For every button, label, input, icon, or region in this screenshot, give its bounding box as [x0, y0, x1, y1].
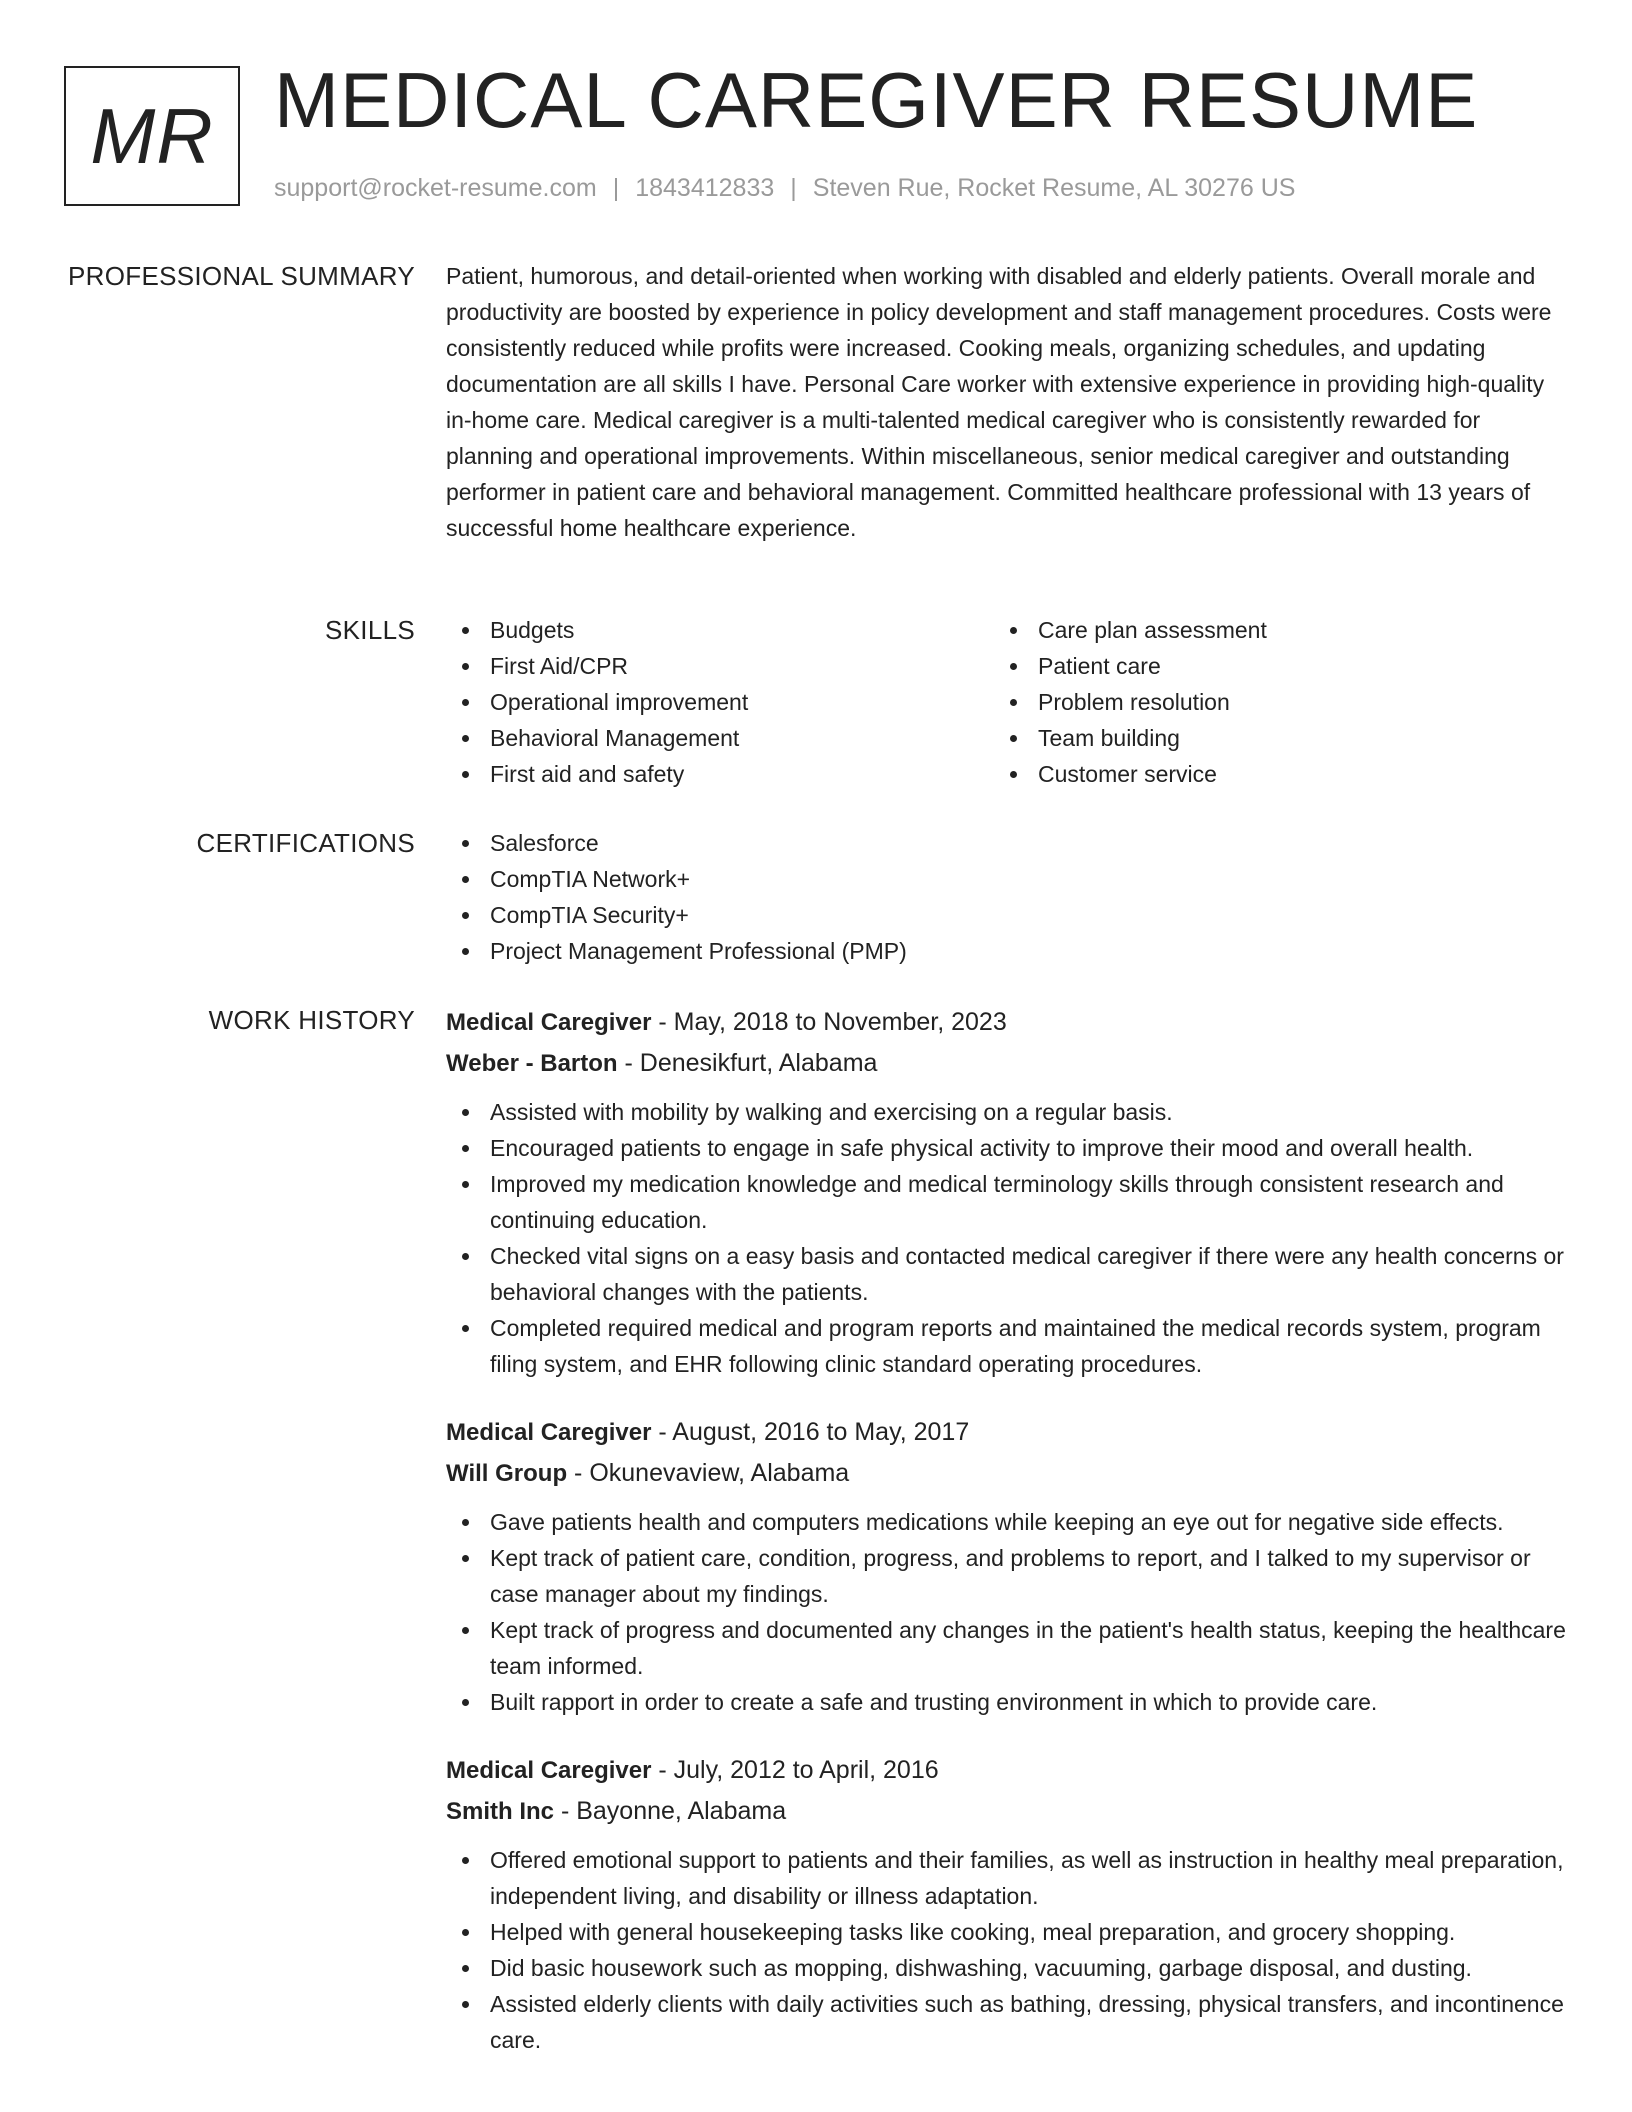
certifications-list — [446, 825, 1566, 969]
certification-item: Salesforce — [446, 825, 1566, 861]
job-company-line — [446, 1043, 1566, 1084]
skill-item: Behavioral Management — [446, 720, 994, 756]
job-duty-item: Built rapport in order to create a safe and trusting environment in which to provide care. — [446, 1684, 1566, 1720]
job-company-line — [446, 1791, 1566, 1832]
job-entry — [446, 1750, 1566, 2058]
job-company: Will Group — [446, 1460, 568, 1487]
job-duty-item: Improved my medication knowledge and medical terminology skills through consistent research and continuing education. — [446, 1166, 1566, 1238]
job-duties — [446, 1094, 1566, 1382]
job-duty-item: Encouraged patients to engage in safe physical activity to improve their mood and overall health. — [446, 1130, 1566, 1166]
skill-item: Team building — [994, 720, 1542, 756]
summary-body — [446, 258, 1566, 546]
contact-separator: | — [612, 174, 620, 202]
job-title: Medical Caregiver — [446, 1009, 652, 1036]
skill-item: First Aid/CPR — [446, 648, 994, 684]
job-duty-item: Assisted with mobility by walking and exercising on a regular basis. — [446, 1094, 1566, 1130]
certifications-body — [446, 825, 1566, 969]
job-duty-item: Checked vital signs on a easy basis and contacted medical caregiver if there were any health concerns or behavioral changes with the patients. — [446, 1238, 1566, 1310]
job-duty-item: Completed required medical and program reports and maintained the medical records system, program filing system, and EHR following clinic standard operating procedures. — [446, 1310, 1566, 1382]
certifications-label: CERTIFICATIONS — [196, 828, 415, 858]
job-duties — [446, 1842, 1566, 2058]
skill-item: Care plan assessment — [994, 612, 1542, 648]
job-duty-item: Kept track of patient care, condition, progress, and problems to report, and I talked to my supervisor or case manager about my findings. — [446, 1540, 1566, 1612]
job-location: - Bayonne, Alabama — [554, 1797, 787, 1825]
job-entry — [446, 1002, 1566, 1382]
certification-item: CompTIA Security+ — [446, 897, 1566, 933]
job-company-line — [446, 1453, 1566, 1494]
skill-item: Operational improvement — [446, 684, 994, 720]
summary-text: Patient, humorous, and detail-oriented when working with disabled and elderly patients. Overall morale and productivity are boosted by experience in policy development and staff management procedures. Costs were consistently reduced while profits were increased. Cooking meals, organizing schedules, and updating documentation are all skills I have. Personal Care worker with extensive experience in providing high-quality in-home care. Medical caregiver is a multi-talented medical caregiver who is consistently rewarded for planning and operational improvements. Within miscellaneous, senior medical caregiver and outstanding performer in patient care and behavioral management. Committed healthcare professional with 13 years of successful home healthcare experience. — [446, 263, 1552, 541]
certification-item: Project Management Professional (PMP) — [446, 933, 1566, 969]
job-company: Smith Inc — [446, 1798, 555, 1825]
job-title-line — [446, 1412, 1566, 1453]
skill-item: First aid and safety — [446, 756, 994, 792]
contact-separator: | — [790, 174, 797, 202]
job-duty-item: Assisted elderly clients with daily activities such as bathing, dressing, physical transfers, and incontinence care. — [446, 1986, 1566, 2058]
summary-label: PROFESSIONAL SUMMARY — [68, 261, 415, 291]
skill-item: Budgets — [446, 612, 994, 648]
resume-title: MEDICAL CAREGIVER RESUME — [274, 56, 1479, 144]
contact-email[interactable]: support@rocket-resume.com — [274, 174, 597, 202]
monogram-logo: MR — [64, 66, 240, 206]
job-location: - Okunevaview, Alabama — [567, 1459, 850, 1487]
job-entry — [446, 1412, 1566, 1720]
job-dates: - July, 2012 to April, 2016 — [651, 1756, 939, 1784]
skill-item: Customer service — [994, 756, 1542, 792]
job-title: Medical Caregiver — [446, 1419, 652, 1446]
skills-list-right — [994, 612, 1542, 792]
job-duty-item: Kept track of progress and documented any changes in the patient's health status, keeping the healthcare team informed. — [446, 1612, 1566, 1684]
certification-item: CompTIA Network+ — [446, 861, 1566, 897]
job-dates: - August, 2016 to May, 2017 — [651, 1418, 970, 1446]
work-history-body — [446, 1002, 1566, 2088]
job-duties — [446, 1504, 1566, 1720]
job-title-line — [446, 1750, 1566, 1791]
job-duty-item: Gave patients health and computers medications while keeping an eye out for negative side effects. — [446, 1504, 1566, 1540]
job-duty-item: Helped with general housekeeping tasks like cooking, meal preparation, and grocery shopping. — [446, 1914, 1566, 1950]
skill-item: Problem resolution — [994, 684, 1542, 720]
work-history-label: WORK HISTORY — [208, 1005, 415, 1035]
contact-phone[interactable]: 1843412833 — [635, 174, 775, 202]
job-location: - Denesikfurt, Alabama — [617, 1049, 878, 1077]
job-dates: - May, 2018 to November, 2023 — [651, 1008, 1007, 1036]
contact-line — [274, 174, 1295, 203]
job-title: Medical Caregiver — [446, 1757, 652, 1784]
skill-item: Patient care — [994, 648, 1542, 684]
skills-label: SKILLS — [325, 615, 415, 645]
contact-address: Steven Rue, Rocket Resume, AL 30276 US — [812, 174, 1296, 202]
skills-list-left — [446, 612, 994, 792]
job-company: Weber - Barton — [446, 1050, 618, 1077]
job-duty-item: Offered emotional support to patients and their families, as well as instruction in healthy meal preparation, independent living, and disability or illness adaptation. — [446, 1842, 1566, 1914]
job-title-line — [446, 1002, 1566, 1043]
job-duty-item: Did basic housework such as mopping, dishwashing, vacuuming, garbage disposal, and dusting. — [446, 1950, 1566, 1986]
skills-body — [446, 612, 1566, 792]
